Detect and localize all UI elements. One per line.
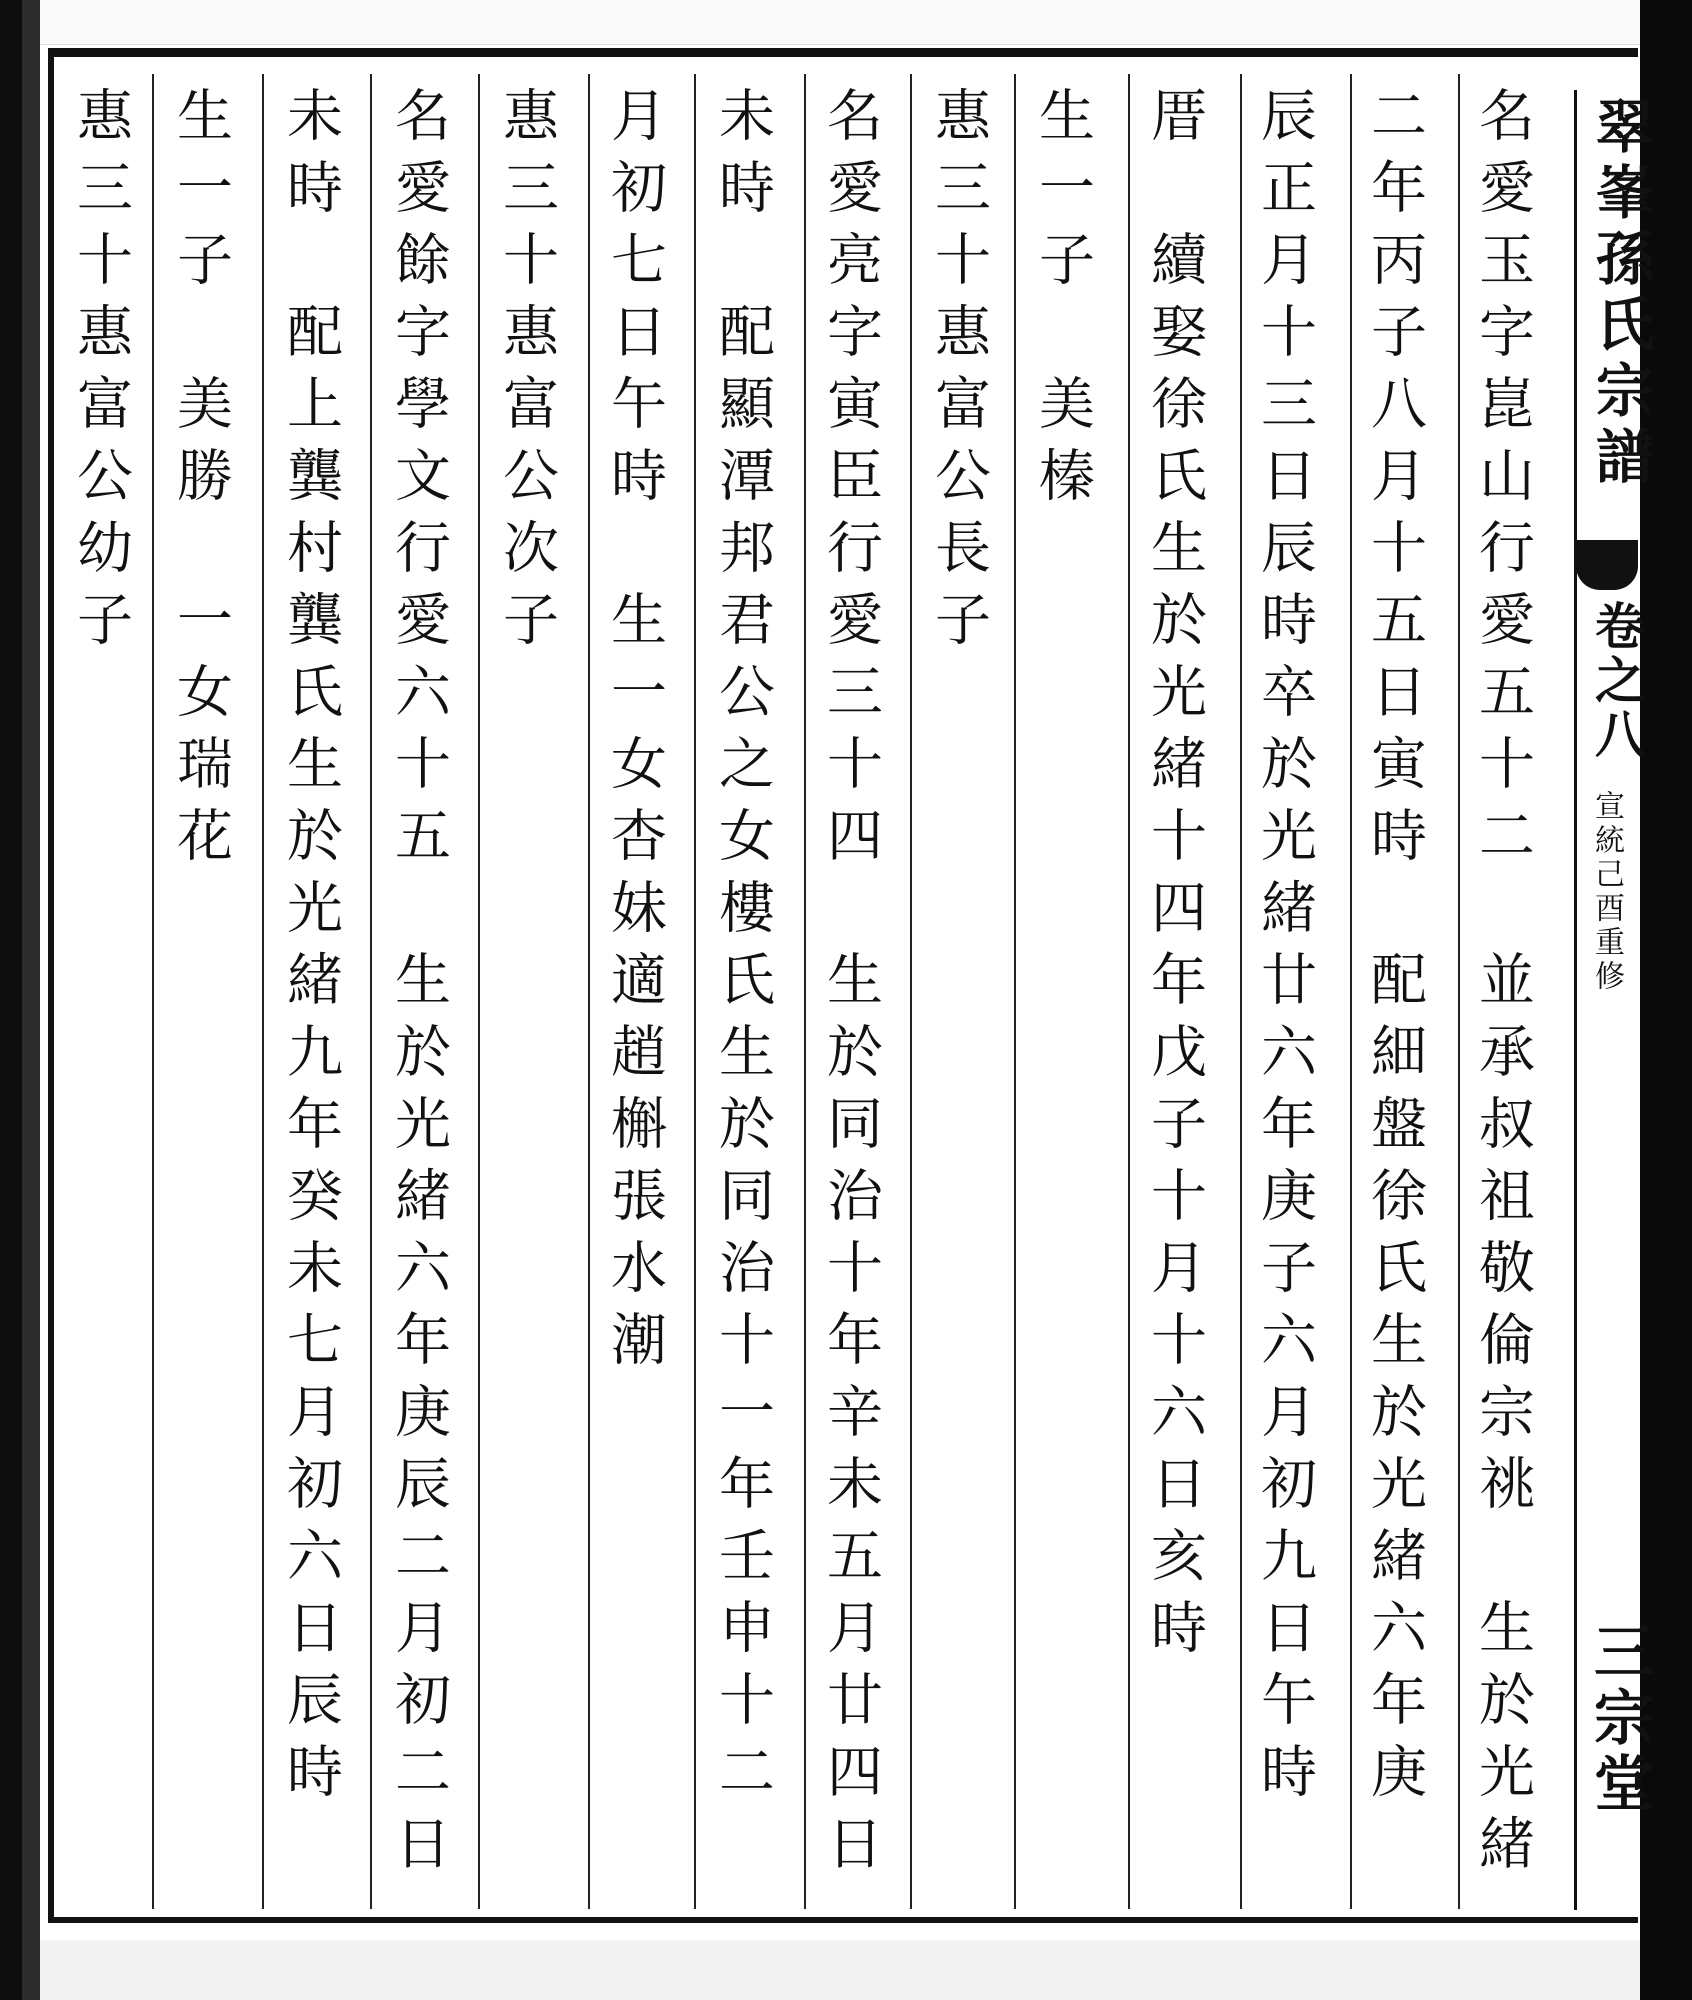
text-column: 厝 續娶徐氏生於光緒十四年戊子十月十六日亥時 — [1142, 86, 1207, 1670]
column-rule — [1240, 74, 1242, 1909]
scan-border-left — [0, 0, 22, 2000]
column-rule — [152, 74, 154, 1909]
scan-margin-top — [40, 0, 1640, 45]
column-rule — [262, 74, 264, 1909]
generation-heading: 惠三十惠富公幼子 — [68, 86, 133, 662]
column-rule — [910, 74, 912, 1909]
column-rule — [588, 74, 590, 1909]
text-column: 未時 配上龔村龔氏生於光緒九年癸未七月初六日辰時 — [278, 86, 343, 1814]
text-column: 未時 配顯潭邦君公之女樓氏生於同治十一年壬申十二 — [710, 86, 775, 1814]
hall-name: 三宗堂 — [1584, 1620, 1654, 1818]
genealogy-title: 翠峯孫氏宗譜 — [1586, 96, 1654, 492]
column-rule — [478, 74, 480, 1909]
scan-margin-bottom — [40, 1940, 1640, 2000]
text-column: 二年丙子八月十五日寅時 配細盤徐氏生於光緒六年庚 — [1362, 86, 1427, 1814]
text-column: 名愛餘字學文行愛六十五 生於光緒六年庚辰二月初二日 — [386, 86, 451, 1886]
column-rule — [694, 74, 696, 1909]
column-rule — [1458, 74, 1460, 1909]
column-rule — [1128, 74, 1130, 1909]
column-rule — [1350, 74, 1352, 1909]
generation-heading: 惠三十惠富公次子 — [494, 86, 559, 662]
text-column: 月初七日午時 生一女杏妹適趙槲張水潮 — [602, 86, 667, 1382]
text-column: 名愛亮字寅臣行愛三十四 生於同治十年辛未五月廿四日 — [818, 86, 883, 1886]
generation-heading: 惠三十惠富公長子 — [926, 86, 991, 662]
fishtail-mark — [1576, 540, 1638, 590]
text-column: 辰正月十三日辰時卒於光緒廿六年庚子六月初九日午時 — [1252, 86, 1317, 1814]
column-rule — [370, 74, 372, 1909]
volume-label: 卷之八 — [1587, 600, 1646, 762]
column-rule — [1014, 74, 1016, 1909]
text-column: 生一子 美榛 — [1030, 86, 1095, 518]
scan-border-left-inner — [22, 0, 40, 2000]
text-column: 名愛玉字崑山行愛五十二 並承叔祖敬倫宗祧 生於光緒 — [1470, 86, 1535, 1886]
text-column: 生一子 美勝 一女瑞花 — [168, 86, 233, 878]
column-rule — [804, 74, 806, 1909]
edition-note: 宣統己酉重修 — [1589, 790, 1624, 994]
